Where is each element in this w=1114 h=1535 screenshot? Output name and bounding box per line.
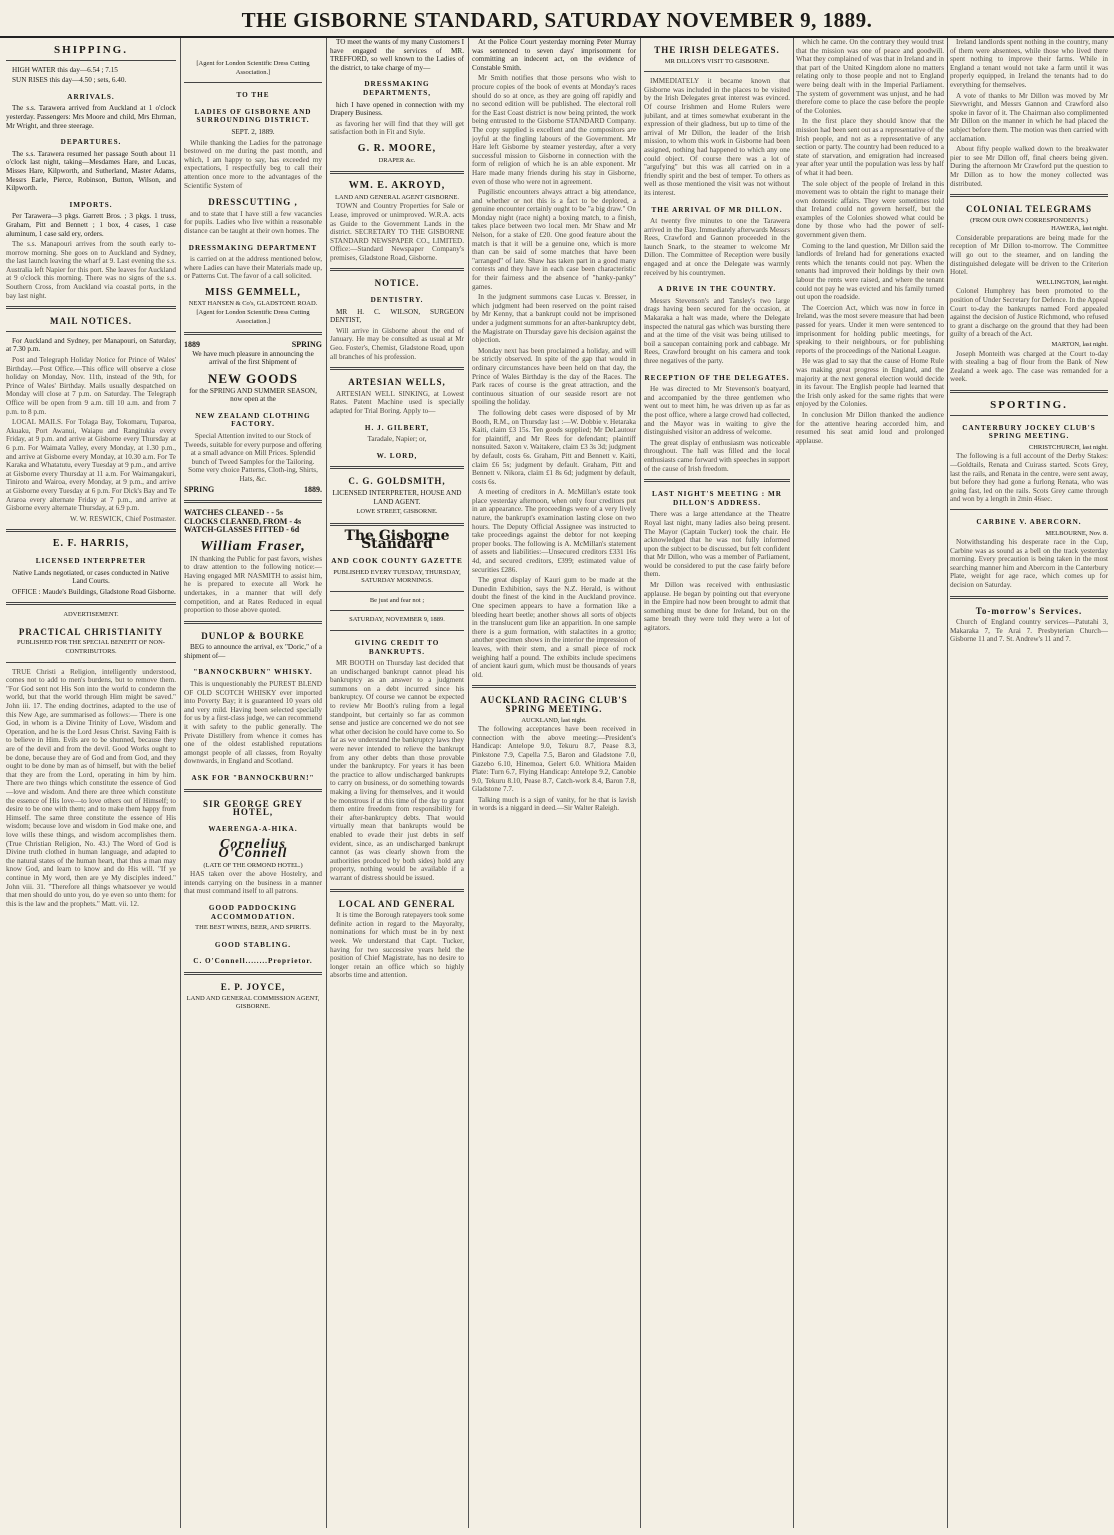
- body-text: Notwithstanding his desperate race in the Cup, Carbine was as sound as a bell on the track yesterday morning. Every precaution is being taken in the most searching manner him and Abercorn in the Canterbury Plate, weight for age race, which comes up for decision on Saturday.: [950, 538, 1108, 590]
- ormond: (LATE OF THE ORMOND HOTEL.): [203, 861, 303, 869]
- column-rule: [468, 38, 469, 1528]
- body-text: MR BOOTH on Thursday last decided that an undischarged bankrupt cannot plead his bankruptcy as an answer to a judgment summons on a debt incurred since his bankruptcy. Of course we cannot be expected to review Mr Booth's ruling from a legal standpoint, but certainly so far as common sense and justice are concerned we do not see what other decision he could have come to. So far as we understand the bankruptcy laws they were never intended to relieve the bankrupt from any other debts than those provable under the bankruptcy. For years it has been the practice to allow undischarged bankrupts to carry on business, or do something towards making a living for themselves, and it would be monstrous if at this time of the day to grant them entire freedom from responsibility for their after-bankruptcy debts. That would virtually mean that bankrupts would be enabled to evade their just debts in self evident, since, as an undischarged bankrupt cannot (as was clearly shown from the authorities produced by both sides) hold any property, nothing would be available if a warrant of distress should be issued.: [330, 659, 464, 882]
- sporting-heading: SPORTING.: [990, 398, 1068, 411]
- ladies-text: hich I have opened in connection with my Drapery Business.: [330, 100, 464, 118]
- gilbert: H. J. GILBERT,: [364, 423, 430, 432]
- glasses: WATCH-GLASSES FITTED - 6d: [184, 525, 300, 535]
- column-local-news: [472, 38, 636, 1528]
- heading-imports: IMPORTS.: [69, 200, 113, 209]
- police-court: At the Police Court yesterday morning Peter Murray was sentenced to seven days' imprisonment for committing an indecent act, on the evidence of Constable Smith.: [472, 38, 636, 72]
- column-rule: [793, 38, 794, 1528]
- imports-text: Per Tarawera—3 pkgs. Garrett Bros. ; 3 pkgs. 1 truss, Graham, Pitt and Bennett ; 1 box, 4 cases, 1 case aluminum, 1 case sald ery, orders.: [6, 212, 176, 238]
- factory: NEW ZEALAND CLOTHING FACTORY.: [195, 411, 311, 429]
- stabling: GOOD STABLING.: [214, 940, 292, 949]
- body-text: The following is a full account of the Derby Stakes:—Goldtails, Renata and Cuirass started. Scots Grey, last the rails, and Renata in the centre, were sent away, but before they had gone a furlong Renata, who was going fast, led on the rails. Scots Grey came through and won by a length in 2min 46sec.: [950, 452, 1108, 504]
- george-hotel: SIR GEORGE GREY HOTEL,: [202, 798, 304, 818]
- column-rule: [326, 38, 327, 1528]
- heading-departures: DEPARTURES.: [60, 138, 122, 147]
- practical-sub: PUBLISHED FOR THE SPECIAL BENEFIT OF NON-CONTRIBUTORS.: [17, 639, 165, 656]
- dentistry: DENTISTRY.: [370, 296, 424, 305]
- heading-arrivals: ARRIVALS.: [67, 92, 115, 101]
- body-text: Mr Dillon was received with enthusiastic applause. He began by pointing out that everyone in the Empire had now been brought to admit that something must be done for Ireland, but on the same breath they were told they were a lot of agitators.: [644, 581, 790, 633]
- dressmaking-dept: DRESSMAKING DEPARTMENT: [188, 243, 318, 252]
- paddocking: GOOD PADDOCKING ACCOMMODATION.: [208, 903, 298, 921]
- tomorrow-heading: To-morrow's Services.: [975, 605, 1083, 616]
- column-ads-2: [184, 38, 322, 1528]
- body-text: The great display of Kauri gum to be made at the Dunedin Exhibition, says the N.Z. Herald, is without doubt the finest of the kind in the Auckland province. One specimen appears to have a formation like a bleeding heart beetle; another shows all sorts of objects in the translucent gum like an apparition. In one sample there is a gum formation, with stalactites in a grotto; another specimen shows in the interior the impression of leaves, with their stem, and a small piece of rock weighing half a pound. The exhibits include specimens of ancient kauri gum, which must be thousands of years old.: [472, 576, 636, 679]
- christchurch-date: CHRISTCHURCH, last night.: [1028, 443, 1108, 451]
- harris-line: Native Lands negotiated, or cases conducted in Native Land Courts.: [12, 568, 170, 586]
- body-text: Joseph Monteith was charged at the Court to-day with stealing a bag of flour from the Bank of New Zealand a week ago. The case was remanded for a week.: [950, 349, 1108, 384]
- wellington-date: WELLINGTON, last night.: [1036, 278, 1108, 286]
- body-text: He was directed to Mr Stevenson's boatyard, and accompanied by the three gentlemen who went out to meet him, he was driven up as far as the post office, where a large crowd had collected, and the Mayor was in waiting to give the distinguished visitor an address of welcome.: [644, 385, 790, 437]
- miss-address: NEXT HANSEN & Co's, GLADSTONE ROAD.: [188, 300, 318, 308]
- body-text: Monday next has been proclaimed a holiday, and will be strictly observed. In spite of the gap that would in ordinary circumstances have been held on that day, the Prince of Wales Birthday is the day of the Races. The Park races of course is the great attraction, and the continuous situation of our seaside resort are not spoiling the holiday.: [472, 346, 636, 407]
- body-text: A meeting of creditors in A. McMillan's estate took place yesterday afternoon, when only four creditors put in an appearance. The proceedings were of a very lively nature, the bankrupt's examination lasting close on two hours. The Deputy Official Assignee was instructed to take proceedings against the debtor for not keeping proper books. The following is A. McMillan's statement of assets and liabilities:—Unsecured creditors £331 16s 4d, and secured creditors, £399; estimated value of securities £286.: [472, 488, 636, 574]
- akroyd: WM. E. AKROYD,: [348, 180, 446, 192]
- irish-sub: MR DILLON'S VISIT TO GISBORNE.: [664, 57, 770, 65]
- body-text: It is time the Borough ratepayers took some definite action in regard to the Mayoralty, nominations for which must be in by next week. We understand that Capt. Tucker, having for two successive years held the position of Chief Magistrate, has no desire to longer retain an office which so highly absorbs time and attention.: [330, 911, 464, 980]
- arrival-heading: THE ARRIVAL OF MR DILLON.: [651, 205, 783, 214]
- masthead-title: THE GISBORNE STANDARD, SATURDAY NOVEMBER 9, 1889.: [0, 0, 1114, 38]
- draper: DRAPER &c.: [378, 156, 416, 164]
- date-line: SEPT. 2, 1889.: [231, 127, 275, 136]
- auckland-racing: AUCKLAND RACING CLUB'S SPRING MEETING.: [480, 695, 628, 714]
- season: for the SPRING AND SUMMER SEASON, now open at the: [189, 386, 317, 404]
- body-text: W. W. RESWICK, Chief Postmaster.: [70, 514, 176, 523]
- body-text: This is unquestionably the PUREST BLEND OF OLD SCOTCH WHISKY ever imported into Poverty Bay; it is guaranteed 10 years old and very mild. Having been selected specially for us by a first-class judge, we can recommend it with safety to the public generally. The Private Distillery from whence it comes has one of the oldest established reputations amongst people of all classes, from Royalty downwards, in England and Scotland.: [184, 680, 322, 766]
- body-text: The s.s. Manapouri arrives from the south early to-morrow morning. She goes on to Auckland and Sydney, the last launch leaving the wharf at 9. Last evening the s.s. Australia left Napier for this port. She leaves for Auckland at 9 o'clock this morning. There was no signs of the s.s. Southern Cross, from Auckland via coastal ports, in the bay last night.: [6, 240, 176, 300]
- irish-heading: THE IRISH DELEGATES.: [654, 45, 780, 55]
- year-1889: 1889.: [304, 484, 322, 494]
- spring-header: [184, 341, 322, 350]
- agent-note: [Agent for London Scientific Dress Cutting Association.]: [196, 309, 310, 325]
- watches: WATCHES CLEANED - - 5s: [184, 508, 283, 518]
- fraser: William Fraser,: [200, 538, 306, 554]
- body-text: The sole object of the people of Ireland in this movement was to obtain the right to manage their own domestic affairs. They were sometimes told that Ireland could not govern herself, but the examples of the Colonies showed what could be done by those who had the power of self-government given them.: [796, 179, 944, 240]
- column-rule: [640, 38, 641, 1528]
- harris-sub: LICENSED INTERPRETER: [35, 556, 147, 565]
- carbine-heading: CARBINE V. ABERCORN.: [976, 517, 1082, 526]
- miss-gemmell: MISS GEMMELL,: [205, 286, 301, 298]
- body-text: Will arrive in Gisborne about the end of January. He may be consulted as usual at Mr Geo. Foster's, Chemist, Gladstone Road, upon all branches of his profession.: [330, 326, 464, 361]
- mails-text: For Auckland and Sydney, per Manapouri, on Saturday, at 7.30 p.m.: [6, 336, 176, 354]
- column-ads-3: [330, 38, 464, 1528]
- paper-sub: AND COOK COUNTY GAZETTE: [331, 556, 463, 565]
- agent-note: [Agent for London Scientific Dress Cutting Association.]: [196, 60, 310, 76]
- auckland-sub: AUCKLAND, last night.: [521, 716, 587, 724]
- body-text: IN thanking the Public for past favors, wishes to draw attention to the following notice:— Having engaged MR NASMITH to assist him, he is prepared to execute all Work he undertakes, in a manner that will defy competition, and at Rates Reduced in equal proportion to those above quoted.: [184, 554, 322, 615]
- body-text: which he came. On the contrary they would trust that the mission was one of peace and goodwill. What they complained of was that in Ireland and in that part of the United Kingdom alone no matters relating only to those people and not to England were being dealt with in the Imperial Parliament. The system of government was unjust, and he had therefore come to place the case before the people of the Colonies.: [796, 38, 944, 115]
- giving-credit: GIVING CREDIT TO BANKRUPTS.: [354, 638, 440, 656]
- column-rule: [947, 38, 948, 1528]
- high-water: HIGH WATER this day—6.54 ; 7.15: [12, 65, 118, 74]
- best: THE BEST WINES, BEER, AND SPIRITS.: [195, 924, 311, 932]
- spring-label: SPRING: [291, 340, 322, 350]
- new-goods: NEW GOODS: [207, 371, 299, 387]
- canterbury-heading: CANTERBURY JOCKEY CLUB'S SPRING MEETING.: [962, 423, 1096, 441]
- body-text: Ireland landlords spent nothing in the country, many of them were absentees, while those who lived there spent nothing to improve their farms. While in England a tenant would not take a farm until it was properly equipped, in Ireland the tenants had to do everything for themselves.: [950, 38, 1108, 89]
- body-text: In conclusion Mr Dillon thanked the audience for the attentive hearing accorded him, and resumed his seat amid loud and prolonged applause.: [796, 410, 944, 445]
- dunlop: DUNLOP & BOURKE: [201, 630, 305, 641]
- we-have: We have much pleasure in announcing the arrival of the first Shipment of: [192, 349, 314, 367]
- spring-footer: [184, 486, 322, 495]
- body-text: TOWN and Country Properties for Sale or Lease, improved or unimproved. W.R.A. acts as Guide to the Government Lands in the district. SECRETARY TO THE GISBORNE STANDARD NEWSPAPER CO., LIMITED. Office:—Standard Newspaper Company's premises, Gladstone Road, Gisborne.: [330, 202, 464, 262]
- harris-name: E. F. HARRIS,: [52, 538, 130, 550]
- colonial-heading: COLONIAL TELEGRAMS: [965, 204, 1093, 215]
- body-text: TRUE Christi a Religion, intelligently understood, comes not to add to men's burdens, but to remove them. "For God sent not His Son into the world to condemn the world, but that the world through Him might be saved." John iii. 17. The ending doctrines, adapted to the use of this New Age, are summarised as follows:— There is one God, in whom is a Divine Trinity of Love, Wisdom and Operation, and he is the Lord Jesus Christ. Saving Faith is to believe in Him. Evils are to be shunned, because they are of the devil and from the devil. Good Works ought to be done, because they are of God and from God, and they ought to be done by man as of himself, but with the belief that they are from the Lord, operating in him by him. There are two things which constitute the essence of God—love and wisdom. And there are three which constitute the essence of His love—to love others out of Himself; to desire to be one with them; and to make them happy from Himself. The same three constitute the essence of His wisdom; because love and wisdom in God make one, and love wills these things, and wisdom accomplishes them. (True Christian Religion, No. 43.) The Word of God is Divine truth clothed in human language, and adapted to the natural states of the human heart, that thus a man may know God, and learn to know and do His will. "If ye continue in My word, then are ye My disciples indeed." John viii. 31. "Therefore all things whatsoever ye would that men should do unto you, do ye even so unto them: for this is the law and the prophets." Matt. vii. 12.: [6, 667, 176, 908]
- body-text: A vote of thanks to Mr Dillon was moved by Mr Sievwright, and Messrs Gannon and Crawford also spoke in favor of it. The Chairman also complimented Mr Dillon on the manner in which he had placed the subject before them. The motion was then carried with acclamation.: [950, 91, 1108, 143]
- clocks: CLOCKS CLEANED, FROM - 4s: [184, 516, 302, 526]
- to-the: TO THE: [236, 91, 270, 100]
- intro: TO meet the wants of my many Customers I have engaged the services of MR. TREFFORD, so well known to the Ladies of the district, to take charge of my—: [330, 38, 464, 72]
- body-text: and to state that I have still a few vacancies for pupils. Ladies who live within a reasonable distance can be taught at their own homes. The: [184, 209, 322, 235]
- dress-dept: DRESSMAKING DEPARTMENTS,: [362, 80, 432, 97]
- body-text: At twenty five minutes to one the Tarawera arrived in the Bay. Immediately afterwards Messrs Rees, Crawford and Gannon proceeded in the launch Snark, to the steamer to welcome Mr Dillon. The Committee of Reception were busily engaged and at once the Delegate was warmly received by his countrymen.: [644, 217, 790, 277]
- body-text: IMMEDIATELY it became known that Gisborne was included in the places to be visited by the Irish Delegates great interest was evinced. Of course Irishmen and Home Rulers were jubilant, and at times somewhat exuberant in the expression of their gladness, but up to time of the arrival of Mr Dillon, the leader of the Irish mission, to whom this work in Gisborne had been assigned, nothing had happened to which any one could object. Of course there was a lot of "argufying" but this was all carried on in a friendly spirit and the best of temper. To others as well as those mentioned the visit was not without its interest.: [644, 77, 790, 197]
- local-general: LOCAL AND GENERAL: [338, 898, 456, 909]
- body-text: In the first place they should know that the mission had been sent out as a representative of the Irish people, and not as a representative of any section or party. The country had been reduced to a state of starvation, and emigration had increased year after year until the population was less by half of what it had been.: [796, 117, 944, 177]
- wilson: MR H. C. WILSON, SURGEON DENTIST,: [330, 307, 464, 325]
- heading-mails: MAIL NOTICES.: [49, 316, 133, 327]
- practical-heading: PRACTICAL CHRISTIANITY: [18, 626, 164, 637]
- motto: Be just and fear not ;: [369, 596, 425, 604]
- body-text: The following acceptances have been received in connection with the above meeting:—President's Handicap: Antelope 9.0, Tekuru 8.7, Pease 8.3, Pinkstone 7.9, Capella 7.5, Baron and Gladstone 7.0, Gazebo 6.10, Hinemoa, Gelert 6.0. Whitiora Maiden Plate: Turn 6.7, Flying Handicap: Antelope 9.2, Canobie 9.0, Tekuru 8.10, Pease 8.7, Catch-work 8.4, Baron 7.8, Gladstone 7.7.: [472, 725, 636, 794]
- body-text: In the judgment summons case Lucas v. Bresser, in which judgment had been reserved on the point raised by Mr Kenny, that a bankrupt could not be imprisoned under a judgment summons for an after-bankruptcy debt, the Magistrate on Thursday gave his decision against the objection.: [472, 293, 636, 345]
- akroyd-sub: LAND AND GENERAL AGENT GISBORNE.: [334, 193, 460, 201]
- body-text: Colonel Humphrey has been promoted to the position of Under Secretary for Defence. In the Appeal Court to-day the bankrupts named Ford appealed against the decision of Justice Richmond, who refused to grant a discharge on the ground that they had been guilty of a breach of the Act.: [950, 287, 1108, 339]
- ladies-heading: LADIES OF GISBORNE AND SURROUNDING DISTRICT.: [194, 107, 312, 125]
- spring-label: SPRING: [184, 484, 215, 494]
- arrivals-text: The s.s. Tarawera arrived from Auckland at 1 o'clock yesterday. Passengers: Mrs Moore and child, Mrs Ehrman, Mr Wright, and three steerage.: [6, 104, 176, 130]
- body-text: He was glad to say that the cause of Home Rule was making great progress in England, and the majority at the next general election would decide in its favour. The English people had learned that the Irish only asked for the same rights that were enjoyed by the Colonies.: [796, 357, 944, 409]
- body-text: Considerable preparations are being made for the reception of Mr Dillon to-morrow. The Committee will go out to the steamer, and on landing the distinguished delegate will be driven to the Criterion Hotel.: [950, 233, 1108, 277]
- body-text: The Coercion Act, which was now in force in Ireland, was the most severe measure that had been passed for years. Under it men were sentenced to imprisonment for holding public meetings, for speaking to their neighbours, or for publishing reports of the proceedings of the National League.: [796, 303, 944, 355]
- goldsmith: C. G. GOLDSMITH,: [348, 476, 446, 487]
- proprietor: C. O'Connell........Proprietor.: [193, 957, 313, 966]
- dresscutting: DRESSCUTTING ,: [208, 197, 298, 208]
- artesian: ARTESIAN WELLS,: [348, 377, 446, 388]
- lowe: LOWE STREET, GISBORNE.: [356, 508, 438, 516]
- body-text: ARTESIAN WELL SINKING, at Lowest Rates. Patent Machine used is specially adapted for Trial Boring. Apply to—: [330, 389, 464, 415]
- body-text: as favoring her will find that they will get satisfaction both in Fit and Style.: [330, 119, 464, 137]
- body-text: LOCAL MAILS. For Tolaga Bay, Tokomaru, Tuparoa, Akuaku, Port Awanui, Waiapu and Rangitukia every Friday, at 9 p.m. and arrive at Gisborne every Thursday at 6 p.m. For Waimata Valley, every Monday, at 1.30 p.m., and arrive at Gisborne every Monday, at 10.30 a.m. For Te Karaka and Whatatutu, every Tuesday at 9 p.m., and arrive at Gisborne every Thursday at 11 a.m. For Waimangakuri, Tiniroto and Wairoa, every Monday, at 9 p.m., and arrive at Gisborne every Tuesday at 6 p.m. For Dick's Bay and Te Araroa every alternate Friday at 7 p.m., and arrive at Gisborne every alternate Thursday, at 6.9 p.m.: [6, 418, 176, 513]
- column-rule: [180, 38, 181, 1528]
- body-text: is carried on at the address mentioned below, where Ladies can have their Materials made up, or Patterns Cut. The favor of a call solicited.: [184, 255, 322, 281]
- paper-date: SATURDAY, NOVEMBER 9, 1889.: [349, 616, 445, 624]
- column-irish-delegates: [644, 38, 790, 1528]
- departures-text: The s.s. Tarawera resumed her passage South about 11 o'clock last night, taking—Mesdames Hare, and Lucas, Misses Hare, Kilpworth, and Sutherland, Master Adams, Messrs Earle, Pierce, Robinson, Button, Wilson, and Kilpworth.: [6, 149, 176, 193]
- body-text: The great display of enthusiasm was noticeable throughout. The hall was filled and the local enthusiasts came forward with speeches in support of the cause of Irish freedom.: [644, 438, 790, 473]
- joyce: E. P. JOYCE,: [220, 981, 286, 992]
- licensed: LICENSED INTERPRETER, HOUSE AND LAND AGENT.: [332, 488, 462, 506]
- body-text: Church of England country services—Patutahi 3, Makaraka 7, Te Arai 7. Presbyterian Church—Gisborne 11 and 7. St. Andrew's 11 and 7.: [950, 618, 1108, 644]
- joyce-sub: LAND AND GENERAL COMMISSION AGENT, GISBORNE.: [186, 994, 320, 1011]
- moore: G. R. MOORE,: [357, 142, 437, 154]
- section-heading-shipping: SHIPPING.: [54, 44, 128, 56]
- sun-rises: SUN RISES this day—4.50 ; sets, 6.40.: [12, 76, 127, 85]
- drive-heading: A DRIVE IN THE COUNTRY.: [657, 285, 777, 294]
- body-text: Messrs Stevenson's and Tansley's two large drags having been secured for the occasion, at Makaraka a halt was made, where the Delegate inspected the natural gas which was bursting there and at the time of the visit was being utilised to boil a saucepan containing pork and cabbage. Mr Rees, Crawford brought on his camera and took three negatives of the party.: [644, 296, 790, 365]
- meeting-heading: LAST NIGHT'S MEETING : MR DILLON'S ADDRESS.: [652, 490, 782, 507]
- body-text: Mr Smith notifies that those persons who wish to procure copies of the book of events at Monday's races should do so at once, as they are going off rapidly and no second edition will be published. The electoral roll for the East Coast district is now being printed, the work being entrusted to the Gisborne STANDARD Company. The copy supplied is excellent and the compositors are joyful at the fingling labours of the Government. Mr Hare left Gisborne by steamer yesterday, after a very successful mission to Gisborne in connection with the form of religion of which he is an able exponent. Mr Hare made many friends during his stay in Gisborne, even of those who were not in agreement.: [472, 74, 636, 186]
- column-shipping: [6, 38, 176, 1528]
- own-correspondents: (FROM OUR OWN CORRESPONDENTS.): [970, 216, 1088, 224]
- harris-office: OFFICE : Maude's Buildings, Gladstone Road Gisborne.: [12, 587, 176, 596]
- lord: W. LORD,: [376, 451, 418, 460]
- body-text: While thanking the Ladies for the patronage bestowed on me during the past month, and which, I am happy to say, has exceeded my expectations, I respectfully beg to call their attention once more to the advantages of the Scientific System of: [184, 138, 322, 190]
- waerenga: WAERENGA-A-HIKA.: [208, 824, 298, 833]
- notice: NOTICE.: [374, 278, 420, 289]
- column-dillon-address: [796, 38, 944, 1528]
- body-text: Coming to the land question, Mr Dillon said the landlords of Ireland had for generations exacted rents which the tenants could not pay. When the tenants had improved their holdings by their own labour the rents were raised, and where the tenant could not pay he was evicted and his family turned out upon the roadside.: [796, 241, 944, 302]
- column-telegrams: [950, 38, 1108, 1528]
- body-text: Post and Telegraph Holiday Notice for Prince of Wales' Birthday.—Post Office.—This office will observe a close holiday on Monday, Nov. 11th, instead of the 9th, for Prince of Wales' Birthday. Mails usually despatched on Monday will close at 7 p.m. on Saturday. The Telegraph Office will be open from 9 a.m. till 10 a.m. and from 7 p.m. to 8 p.m.: [6, 356, 176, 416]
- advertisement-label: ADVERTISEMENT.: [63, 611, 119, 619]
- year-1889: 1889: [184, 340, 200, 350]
- body-text: About fifty people walked down to the breakwater pier to see Mr Dillon off, final cheers being given. During the afternoon Mr Crawford put the question to Mr Dillon as to how the money collected was distributed.: [950, 145, 1108, 188]
- paper-title: The Gisborne Standard: [344, 527, 450, 553]
- body-text: There was a large attendance at the Theatre Royal last night, many ladies also being present. The Mayor (Captain Tucker) took the chair. He acknowledged that he was not fully informed upon the subject to be discussed, but felt confident that Mr Dillon, who was a member of Parliament, would be considered to put the case fairly before them.: [644, 510, 790, 579]
- oconnell: Cornelius O'Connell: [218, 837, 288, 861]
- hawera-date: HAWERA, last night.: [1051, 225, 1108, 233]
- reception-heading: RECEPTION OF THE DELEGATES.: [644, 373, 790, 382]
- published: PUBLISHED EVERY TUESDAY, THURSDAY, SATURDAY MORNINGS.: [333, 568, 461, 585]
- body-text: Taradale, Napier; or,: [367, 435, 427, 444]
- body-text: HAS taken over the above Hostelry, and intends carrying on the business in a manner that must command itself to all patrons.: [184, 870, 322, 896]
- melbourne-date: MELBOURNE, Nov. 8.: [1045, 529, 1108, 537]
- body-text: Talking much is a sign of vanity, for he that is lavish in words is a niggard in deed.—Sir Walter Raleigh.: [472, 795, 636, 813]
- body-text: Special Attention invited to our Stock of Tweeds, suitable for every purpose and offering at a small advance on Mill Prices. Splendid bunch of Tweed Samples for the Tailoring. Some very choice Patterns, Cloth-ing, Shirts, Hats, &c.: [184, 432, 322, 483]
- marton-date: MARTON, last night.: [1051, 341, 1108, 348]
- bannock: "BANNOCKBURN" WHISKY.: [193, 668, 313, 677]
- body-text: The following debt cases were disposed of by Mr Booth, R.M., on Thursday last :—W. Dobbie v. Hetaraka Kaiti, claim £3 15s. Ten goods supplied; Mr DeLautour for plaintiff, and Mr Rees for defendant; plaintiff nonsuited. Saxon v. Waitakere, claim £3 3s 3d; judgment by default, costs 6s. Graham, Pitt and Bennett v. Kaiti, claim £6 5s; judgment by default. Graham, Pitt and Bennett v. Nikora, claim £1 8s 6d; judgment by default, costs 6s.: [472, 408, 636, 486]
- beg: BEG to announce the arrival, ex "Doric," of a shipment of—: [184, 643, 322, 660]
- body-text: Pugilistic encounters always attract a big attendance, and whether or not this is a fact to be deplored, a genuine encounter certainly ought to be "a big draw." On Monday night (race night) a boxing match, to a finish, takes place between two local men. Mr Shaw and Mr Nelson, for a stake of £20. One good feature about the match is that it will be a genuine one, which is more than can be said of some matches that have been "arranged" of late. Shaw has taken part in a good many contests and they have in each case been characteristic for their fairness and the absence of "hanky-panky" games.: [472, 188, 636, 291]
- ask: ASK FOR "BANNOCKBURN!": [191, 774, 315, 782]
